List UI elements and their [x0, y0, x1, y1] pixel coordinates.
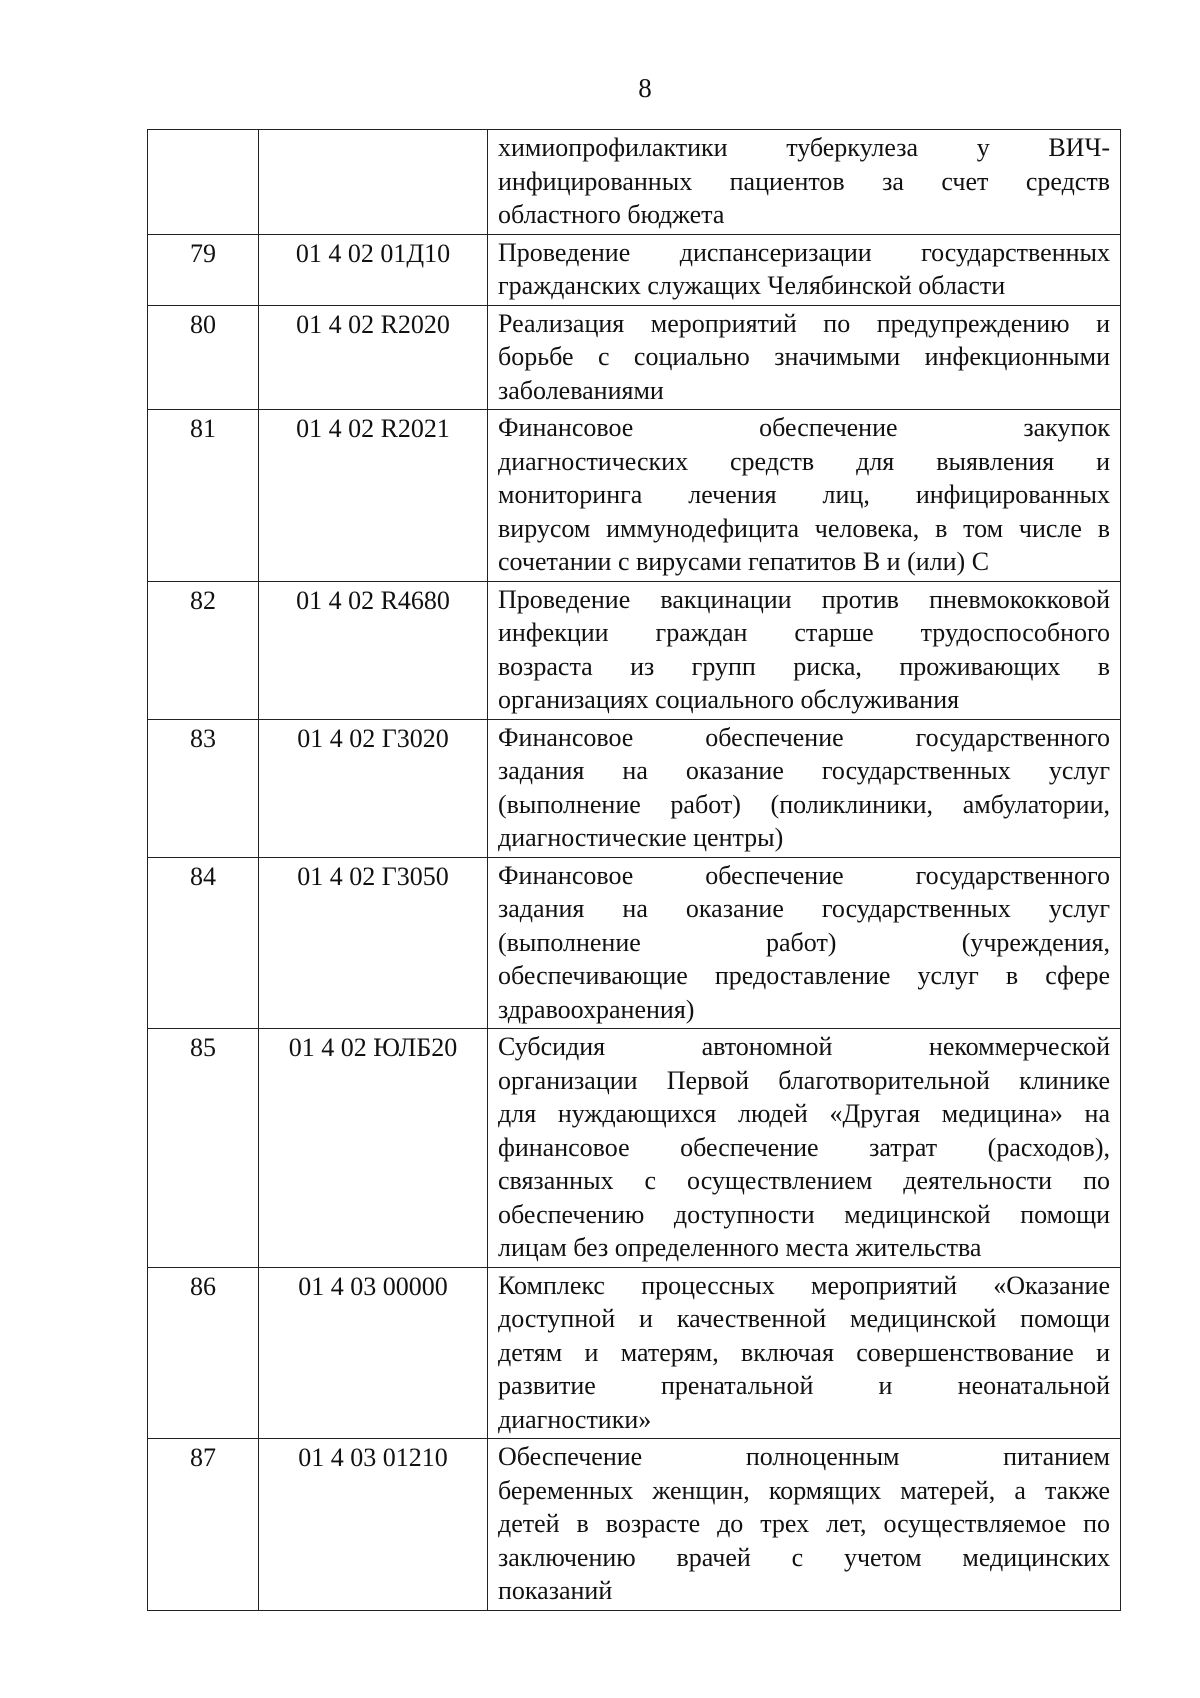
description-cell [488, 1267, 1121, 1439]
row-number-cell: 81 [148, 410, 259, 582]
description-line: Субсидия автономной некоммерческой [498, 1032, 1110, 1061]
description-cell [488, 719, 1121, 857]
description-line: (выполнение работ) (поликлиники, амбулатории, [498, 789, 1110, 819]
description-line: Проведение вакцинации против пневмококковой [498, 584, 1110, 614]
budget-code-cell: 01 4 02 01Д10 [259, 234, 488, 305]
description-line: задания на оказание государственных услуг [498, 894, 1110, 923]
description-line: здравоохранения) [498, 994, 695, 1024]
table-row [148, 234, 1121, 305]
description-line: диагностических средств для выявления и [498, 446, 1110, 476]
budget-code-cell: 01 4 02 Г3020 [259, 719, 488, 857]
description-cell [488, 234, 1121, 305]
row-number-cell [148, 130, 259, 235]
page-number: 8 [638, 73, 652, 103]
description-line: Комплекс процессных мероприятий «Оказание [498, 1270, 1110, 1300]
description-line: организации Первой благотворительной клинике [498, 1065, 1110, 1095]
budget-code-cell: 01 4 02 R4680 [259, 581, 488, 719]
description-line: диагностики» [498, 1404, 652, 1434]
row-number-cell: 84 [148, 857, 259, 1029]
row-number-cell: 82 [148, 581, 259, 719]
description-line: беременных женщин, кормящих матерей, а также [498, 1475, 1110, 1505]
description-line: показаний [498, 1576, 613, 1605]
description-line: для нуждающихся людей «Другая медицина» на [498, 1099, 1110, 1128]
table-row [148, 857, 1121, 1029]
description-line: химиопрофилактики туберкулеза у ВИЧ- [498, 133, 1110, 162]
table-row [148, 581, 1121, 719]
description-cell [488, 581, 1121, 719]
description-line: диагностические центры) [498, 823, 784, 852]
budget-code-cell [259, 130, 488, 235]
table-row [148, 305, 1121, 410]
row-number-cell: 79 [148, 234, 259, 305]
row-number-cell: 83 [148, 719, 259, 857]
budget-code-cell: 01 4 02 R2020 [259, 305, 488, 410]
description-line: Финансовое обеспечение закупок [498, 413, 1110, 442]
description-line: инфекции граждан старше трудоспособного [498, 618, 1110, 647]
table-row [148, 1029, 1121, 1268]
description-line: финансовое обеспечение затрат (расходов), [498, 1132, 1110, 1162]
description-cell [488, 1029, 1121, 1268]
description-line: связанных с осуществлением деятельности по [498, 1166, 1110, 1195]
row-number-cell: 85 [148, 1029, 259, 1268]
description-line: заболеваниями [498, 375, 664, 405]
description-line: обеспечивающие предоставление услуг в сфере [498, 961, 1110, 990]
description-line: задания на оказание государственных услуг [498, 756, 1110, 785]
description-line: обеспечению доступности медицинской помощи [498, 1199, 1110, 1229]
row-number-cell: 86 [148, 1267, 259, 1439]
table-row [148, 1267, 1121, 1439]
description-line: детей в возрасте до трех лет, осуществляемое по [498, 1509, 1110, 1538]
table-row [148, 1439, 1121, 1611]
description-cell [488, 305, 1121, 410]
description-line: Обеспечение полноценным питанием [498, 1442, 1110, 1471]
table-row [148, 719, 1121, 857]
table-row [148, 410, 1121, 582]
table-row [148, 130, 1121, 235]
description-line: областного бюджета [498, 200, 725, 229]
description-cell [488, 130, 1121, 235]
description-line: Финансовое обеспечение государственного [498, 722, 1110, 752]
budget-code-cell: 01 4 02 ЮЛБ20 [259, 1029, 488, 1268]
row-number-cell: 87 [148, 1439, 259, 1611]
description-line: (выполнение работ) (учреждения, [498, 927, 1110, 957]
description-line: вирусом иммунодефицита человека, в том числе в [498, 513, 1110, 543]
description-line: детям и матерям, включая совершенствование и [498, 1337, 1110, 1367]
budget-code-cell: 01 4 03 01210 [259, 1439, 488, 1611]
description-line: лицам без определенного места жительства [498, 1233, 982, 1262]
description-line: Финансовое обеспечение государственного [498, 860, 1110, 890]
description-cell [488, 857, 1121, 1029]
description-line: Реализация мероприятий по предупреждению и [498, 308, 1110, 338]
description-line: возраста из групп риска, проживающих в [498, 651, 1110, 681]
description-cell [488, 1439, 1121, 1611]
description-line: сочетании с вирусами гепатитов B и (или) C [498, 547, 990, 576]
description-line: мониторинга лечения лиц, инфицированных [498, 480, 1110, 509]
description-line: гражданских служащих Челябинской области [498, 271, 1006, 300]
description-line: Проведение диспансеризации государственных [498, 237, 1110, 267]
description-line: организациях социального обслуживания [498, 685, 960, 714]
description-line: доступной и качественной медицинской помощи [498, 1304, 1110, 1333]
description-line: инфицированных пациентов за счет средств [498, 166, 1110, 196]
row-number-cell: 80 [148, 305, 259, 410]
description-line: борьбе с социально значимыми инфекционными [498, 342, 1110, 371]
description-cell [488, 410, 1121, 582]
budget-code-cell: 01 4 02 R2021 [259, 410, 488, 582]
budget-codes-table [147, 129, 1121, 1611]
budget-code-cell: 01 4 03 00000 [259, 1267, 488, 1439]
description-line: заключению врачей с учетом медицинских [498, 1542, 1110, 1572]
budget-code-cell: 01 4 02 Г3050 [259, 857, 488, 1029]
description-line: развитие пренатальной и неонатальной [498, 1371, 1110, 1400]
